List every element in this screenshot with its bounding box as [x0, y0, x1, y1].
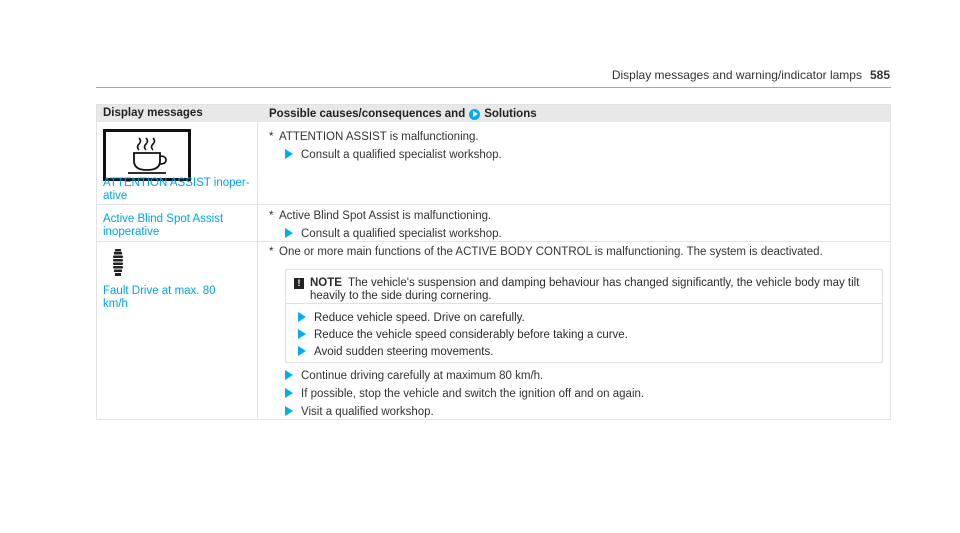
note-label: NOTE: [310, 277, 342, 289]
message-fault-drive: [103, 285, 215, 311]
solution-text: Continue driving carefully at maximum 80 km/h.: [301, 370, 544, 382]
note-item: [298, 329, 628, 341]
note-divider: [286, 303, 882, 304]
note-heading: [294, 277, 874, 303]
row-divider: [97, 204, 890, 205]
message-line: Fault Drive at max. 80: [103, 285, 216, 297]
suspension-spring-icon: [111, 249, 125, 282]
page-number: 585: [869, 68, 890, 82]
note-item: [298, 346, 493, 358]
message-blind-spot: [103, 213, 223, 239]
running-head: [612, 68, 890, 82]
solution-item: [285, 148, 502, 162]
running-head-title: Display messages and warning/indicator lamps: [611, 68, 862, 82]
cause-line: Active Blind Spot Assist is malfunctioning.: [279, 210, 492, 222]
solution-text: Consult a qualified specialist workshop.: [301, 149, 502, 161]
message-line: ative: [103, 190, 128, 202]
note-text-cont: heavily to the side during cornering.: [310, 290, 492, 302]
solution-text: If possible, stop the vehicle and switch the ignition off and on again.: [301, 388, 645, 400]
note-box: [285, 269, 883, 363]
solution-item: [285, 405, 434, 419]
play-arrow-icon: [298, 312, 306, 322]
note-item: [298, 312, 525, 324]
message-line: Active Blind Spot Assist: [103, 213, 224, 225]
note-text: The vehicle's suspension and damping behaviour has changed significantly, the vehicle body may tilt: [347, 277, 860, 289]
play-arrow-icon: [298, 346, 306, 356]
solution-text: Consult a qualified specialist workshop.: [301, 228, 502, 240]
cause-text: [269, 209, 491, 223]
solution-item: [285, 369, 543, 383]
play-arrow-icon: [298, 329, 306, 339]
solution-item: [285, 387, 644, 401]
row-divider: [97, 241, 890, 242]
col-header-solutions-text: Solutions: [484, 108, 537, 120]
arrow-circle-icon: [469, 109, 480, 120]
coffee-cup-icon: [103, 129, 191, 181]
play-arrow-icon: [285, 370, 293, 380]
display-messages-table: [96, 104, 891, 420]
col-header-display-messages: Display messages: [103, 107, 203, 119]
column-divider: [257, 122, 258, 420]
col-header-causes: [269, 108, 537, 120]
play-arrow-icon: [285, 388, 293, 398]
note-item-text: Reduce the vehicle speed considerably before taking a curve.: [314, 329, 628, 341]
note-item-text: Reduce vehicle speed. Drive on carefully.: [314, 312, 525, 324]
message-line: ATTENTION ASSIST inoper-: [103, 177, 250, 189]
message-line: km/h: [103, 298, 128, 310]
play-arrow-icon: [285, 149, 293, 159]
bullet-star: *: [269, 131, 274, 143]
cause-text: [269, 245, 823, 259]
warning-exclamation-icon: !: [294, 278, 304, 289]
header-rule: [96, 87, 891, 88]
col-header-causes-text: Possible causes/consequences and: [269, 108, 466, 120]
bullet-star: *: [269, 246, 274, 258]
play-arrow-icon: [285, 228, 293, 238]
cause-line: ATTENTION ASSIST is malfunctioning.: [279, 131, 479, 143]
cause-text: [269, 130, 479, 144]
message-attention-assist: [103, 177, 250, 203]
table-header: [97, 105, 890, 122]
bullet-star: *: [269, 210, 274, 222]
message-line: inoperative: [103, 226, 160, 238]
cause-line: One or more main functions of the ACTIVE BODY CONTROL is malfunctioning. The system is deactivated.: [279, 246, 823, 258]
solution-text: Visit a qualified workshop.: [301, 406, 434, 418]
note-item-text: Avoid sudden steering movements.: [314, 346, 494, 358]
play-arrow-icon: [285, 406, 293, 416]
solution-item: [285, 227, 502, 241]
